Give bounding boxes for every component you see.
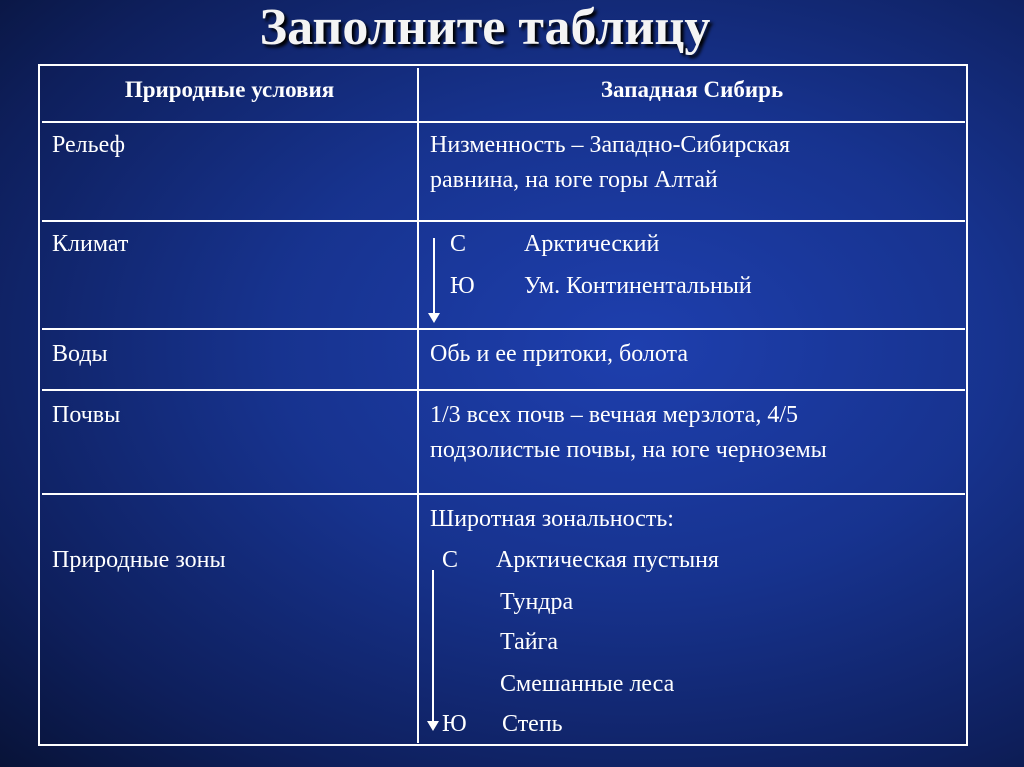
relief-line-1: Низменность – Западно-Сибирская: [430, 132, 790, 158]
slide-title: Заполните таблицу: [259, 0, 711, 56]
row-label-waters: Воды: [52, 341, 108, 367]
row-divider: [42, 493, 965, 495]
row-label-climate: Климат: [52, 231, 129, 257]
climate-north-marker: С: [450, 231, 467, 257]
soils-line-1: 1/3 всех почв – вечная мерзлота, 4/5: [430, 402, 798, 428]
zones-south-marker: Ю: [442, 711, 467, 737]
zone-tundra: Тундра: [500, 589, 574, 615]
row-label-relief: Рельеф: [52, 132, 126, 158]
row-divider: [42, 220, 965, 222]
north-south-arrow-icon: [432, 570, 434, 722]
row-label-natural-zones: Природные зоны: [52, 547, 226, 573]
header-natural-conditions: Природные условия: [124, 77, 335, 102]
row-divider: [42, 121, 965, 123]
north-south-arrow-icon: [433, 238, 435, 314]
zone-arctic-desert: Арктическая пустыня: [496, 547, 719, 573]
climate-south-text: Ум. Континентальный: [524, 273, 752, 299]
zones-north-marker: С: [442, 547, 459, 573]
row-divider: [42, 328, 965, 330]
relief-line-2: равнина, на юге горы Алтай: [430, 167, 718, 193]
row-divider: [42, 389, 965, 391]
zones-intro: Широтная зональность:: [430, 506, 674, 532]
climate-north-text: Арктический: [524, 231, 660, 257]
header-west-siberia: Западная Сибирь: [600, 77, 784, 102]
row-label-soils: Почвы: [52, 402, 121, 428]
zone-taiga: Тайга: [500, 629, 559, 655]
climate-south-marker: Ю: [450, 273, 475, 299]
zone-mixed-forests: Смешанные леса: [500, 671, 675, 697]
column-divider: [417, 68, 419, 743]
soils-line-2: подзолистые почвы, на юге черноземы: [430, 437, 827, 463]
zone-steppe: Степь: [502, 711, 563, 737]
waters-text: Обь и ее притоки, болота: [430, 341, 688, 367]
